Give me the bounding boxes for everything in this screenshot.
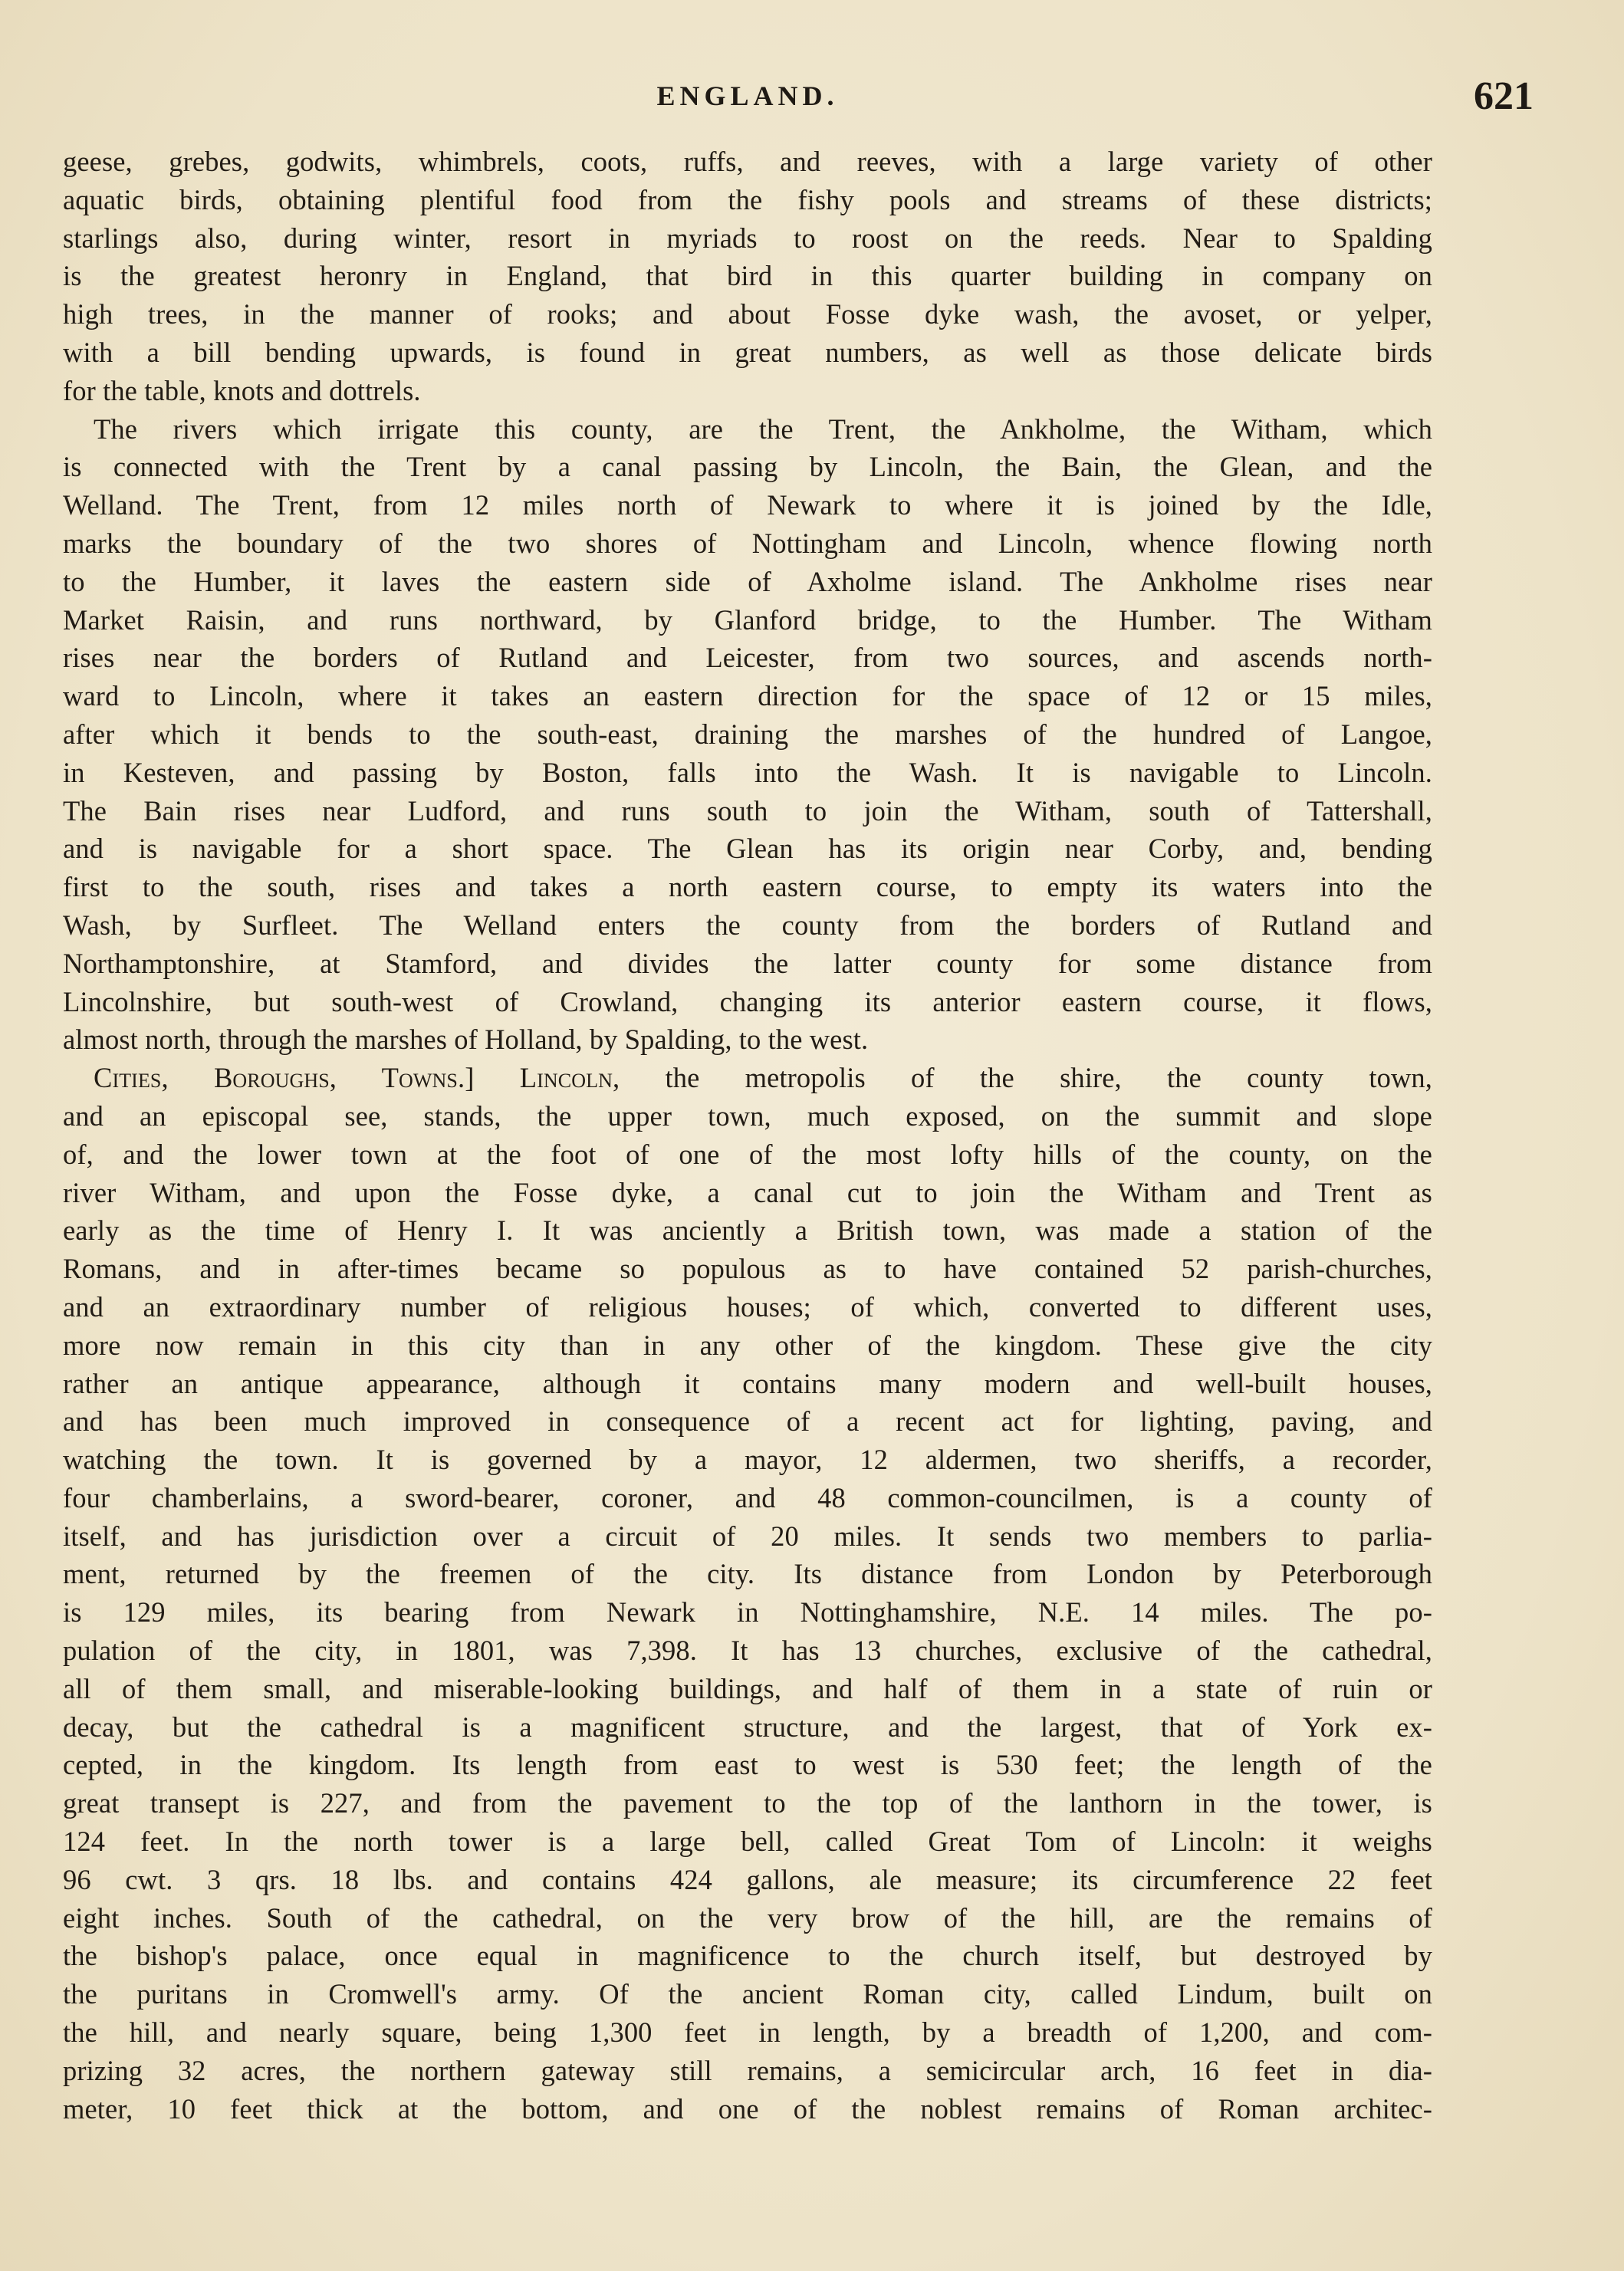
text-line: is connected with the Trent by a canal passing by Lincoln, the Bain, the Glean, and the	[63, 451, 1432, 483]
text-line: of, and the lower town at the foot of one of the most lofty hills of the county, on the	[63, 1138, 1432, 1170]
text-line: river Witham, and upon the Fosse dyke, a canal cut to join the Witham and Trent as	[63, 1176, 1432, 1208]
running-head: ENGLAND.	[656, 81, 839, 111]
text-line: after which it bends to the south-east, draining the marshes of the hundred of Langoe,	[63, 718, 1432, 750]
text-line: Wash, by Surfleet. The Welland enters the county from the borders of Rutland and	[63, 909, 1432, 941]
text-line: and has been much improved in consequence of a recent act for lighting, paving, and	[63, 1405, 1432, 1438]
page-number: 621	[1474, 74, 1534, 118]
section-heading: Cities, Boroughs, Towns.]	[94, 1062, 475, 1094]
body-text	[63, 143, 1432, 2128]
text-line: and an episcopal see, stands, the upper town, much exposed, on the summit and slope	[63, 1099, 1432, 1132]
text-line: eight inches. South of the cathedral, on the very brow of the hill, are the remains of	[63, 1901, 1432, 1934]
text-line: pulation of the city, in 1801, was 7,398. It has 13 churches, exclusive of the cathedral,	[63, 1635, 1432, 1667]
text-line: is the greatest heronry in England, that bird in this quarter building in company on	[63, 260, 1432, 292]
paragraph-first-line	[63, 1059, 1432, 1097]
text-line: cepted, in the kingdom. Its length from east to west is 530 feet; the length of the	[63, 1749, 1432, 1781]
text-line: Welland. The Trent, from 12 miles north of Newark to where it is joined by the Idle,	[63, 489, 1432, 521]
text-line: and is navigable for a short space. The Glean has its origin near Corby, and, bending	[63, 833, 1432, 865]
paragraph	[63, 1059, 1432, 2128]
text-line: rather an antique appearance, although it contains many modern and well-built houses,	[63, 1367, 1432, 1399]
text-line: early as the time of Henry I. It was anciently a British town, was made a station of the	[63, 1214, 1432, 1247]
text-line: meter, 10 feet thick at the bottom, and one of the noblest remains of Roman architec-	[63, 2092, 1432, 2125]
text-line: 124 feet. In the north tower is a large bell, called Great Tom of Lincoln: it weighs	[63, 1826, 1432, 1858]
text-line: first to the south, rises and takes a north eastern course, to empty its waters into the	[63, 871, 1432, 903]
text-line: itself, and has jurisdiction over a circuit of 20 miles. It sends two members to parlia-	[63, 1520, 1432, 1552]
text-line: high trees, in the manner of rooks; and about Fosse dyke wash, the avoset, or yelper,	[63, 298, 1432, 330]
text-line: is 129 miles, its bearing from Newark in Nottinghamshire, N.E. 14 miles. The po-	[63, 1596, 1432, 1628]
text-line: great transept is 227, and from the pavement to the top of the lanthorn in the tower, is	[63, 1787, 1432, 1819]
text-line: all of them small, and miserable-looking buildings, and half of them in a state of ruin or	[63, 1672, 1432, 1704]
text-line: and an extraordinary number of religious houses; of which, converted to different uses,	[63, 1290, 1432, 1323]
text-line: decay, but the cathedral is a magnificent structure, and the largest, that of York ex-	[63, 1711, 1432, 1743]
text-line: prizing 32 acres, the northern gateway still remains, a semicircular arch, 16 feet in dia-	[63, 2054, 1432, 2086]
text-line: the hill, and nearly square, being 1,300 feet in length, by a breadth of 1,200, and com-	[63, 2016, 1432, 2049]
text-line: almost north, through the marshes of Holland, by Spalding, to the west.	[63, 1024, 869, 1056]
line-text: the metropolis of the shire, the county town,	[665, 1062, 1432, 1094]
text-line: more now remain in this city than in any other of the kingdom. These give the city	[63, 1329, 1432, 1361]
text-line: the bishop's palace, once equal in magnificence to the church itself, but destroyed by	[63, 1940, 1432, 1972]
text-line: watching the town. It is governed by a mayor, 12 aldermen, two sheriffs, a recorder,	[63, 1444, 1432, 1476]
place-name: Lincoln,	[519, 1062, 620, 1094]
text-line: with a bill bending upwards, is found in great numbers, as well as those delicate birds	[63, 336, 1432, 368]
text-line: to the Humber, it laves the eastern side of Axholme island. The Ankholme rises near	[63, 565, 1432, 597]
text-line: The Bain rises near Ludford, and runs south to join the Witham, south of Tattershall,	[63, 794, 1432, 827]
text-line: ward to Lincoln, where it takes an eastern direction for the space of 12 or 15 miles,	[63, 680, 1432, 712]
page-header	[63, 74, 1534, 129]
text-line: ment, returned by the freemen of the city. Its distance from London by Peterborough	[63, 1558, 1432, 1590]
text-line: rises near the borders of Rutland and Leicester, from two sources, and ascends north-	[63, 642, 1432, 674]
text-line: in Kesteven, and passing by Boston, falls into the Wash. It is navigable to Lincoln.	[63, 756, 1432, 788]
text-line: 96 cwt. 3 qrs. 18 lbs. and contains 424 gallons, ale measure; its circumference 22 feet	[63, 1863, 1432, 1895]
text-line: Northamptonshire, at Stamford, and divides the latter county for some distance from	[63, 947, 1432, 979]
text-line: starlings also, during winter, resort in myriads to roost on the reeds. Near to Spalding	[63, 222, 1432, 254]
paragraph	[63, 410, 1432, 1060]
text-line: aquatic birds, obtaining plentiful food from the fishy pools and streams of these districts;	[63, 183, 1432, 215]
text-line: four chamberlains, a sword-bearer, coroner, and 48 common-councilmen, is a county of	[63, 1481, 1432, 1513]
paragraph	[63, 143, 1432, 410]
text-line: Romans, and in after-times became so populous as to have contained 52 parish-churches,	[63, 1253, 1432, 1285]
text-line: Lincolnshire, but south-west of Crowland, changing its anterior eastern course, it flows,	[63, 985, 1432, 1017]
text-line: for the table, knots and dottrels.	[63, 374, 421, 406]
text-line: the puritans in Cromwell's army. Of the ancient Roman city, called Lindum, built on	[63, 1978, 1432, 2010]
text-line: geese, grebes, godwits, whimbrels, coots, ruffs, and reeves, with a large variety of other	[63, 146, 1432, 177]
text-line: Market Raisin, and runs northward, by Glanford bridge, to the Humber. The Witham	[63, 603, 1432, 636]
text-line: The rivers which irrigate this county, are the Trent, the Ankholme, the Witham, which	[94, 412, 1432, 445]
text-line: marks the boundary of the two shores of Nottingham and Lincoln, whence flowing north	[63, 527, 1432, 559]
